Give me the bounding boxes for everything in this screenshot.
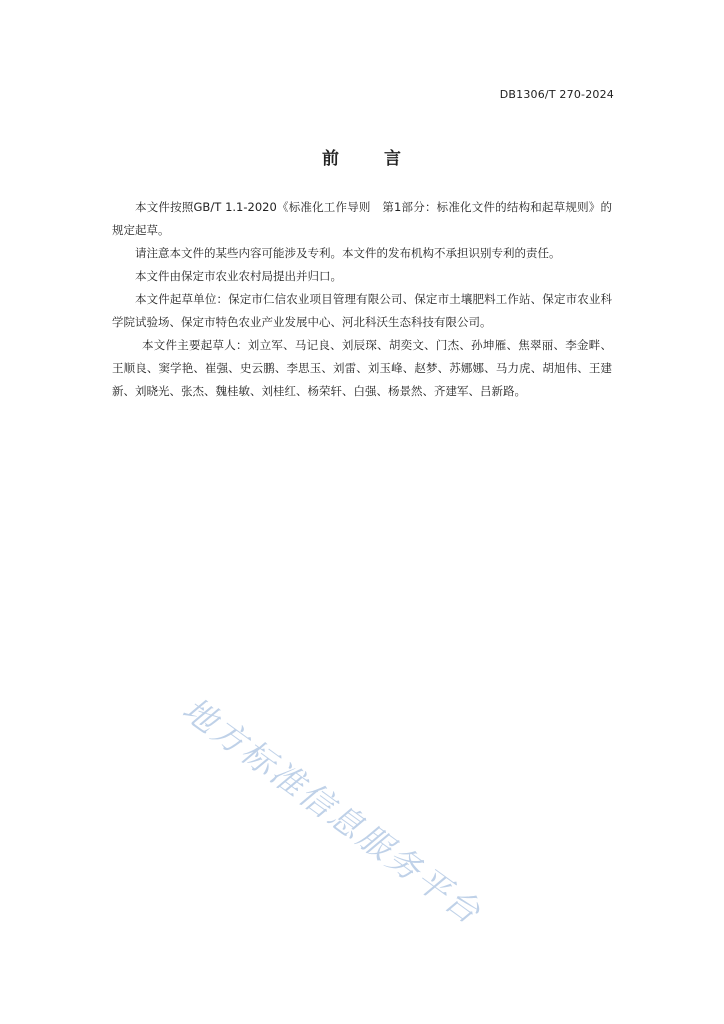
title-char-1: 前	[322, 149, 340, 169]
title-char-2: 言	[384, 149, 402, 169]
paragraph-patent-notice: 请注意本文件的某些内容可能涉及专利。本文件的发布机构不承担识别专利的责任。	[135, 246, 561, 260]
page-title	[0, 144, 724, 169]
paragraph-proposer: 本文件由保定市农业农村局提出并归口。	[135, 269, 342, 283]
watermark: 地方标准信息服务平台	[175, 689, 490, 933]
foreword-body	[112, 196, 612, 403]
paragraph-drafters: 本文件主要起草人：刘立军、马记良、刘辰琛、胡奕文、门杰、孙坤雁、焦翠丽、李金畔、王顺良、窦学艳、崔强、史云鹏、李思玉、刘雷、刘玉峰、赵梦、苏娜娜、马力虎、胡旭伟、王建新、刘晓光、张杰、魏桂敏、刘桂红、杨荣轩、白强、杨景然、齐建军、吕新路。	[112, 338, 612, 398]
document-code: DB1306/T 270-2024	[499, 88, 614, 101]
paragraph-drafting-rules: 本文件按照GB/T 1.1-2020《标准化工作导则 第1部分：标准化文件的结构和起草规则》的规定起草。	[112, 200, 612, 237]
paragraph-drafting-units: 本文件起草单位：保定市仁信农业项目管理有限公司、保定市土壤肥料工作站、保定市农业科学院试验场、保定市特色农业产业发展中心、河北科沃生态科技有限公司。	[112, 292, 612, 329]
